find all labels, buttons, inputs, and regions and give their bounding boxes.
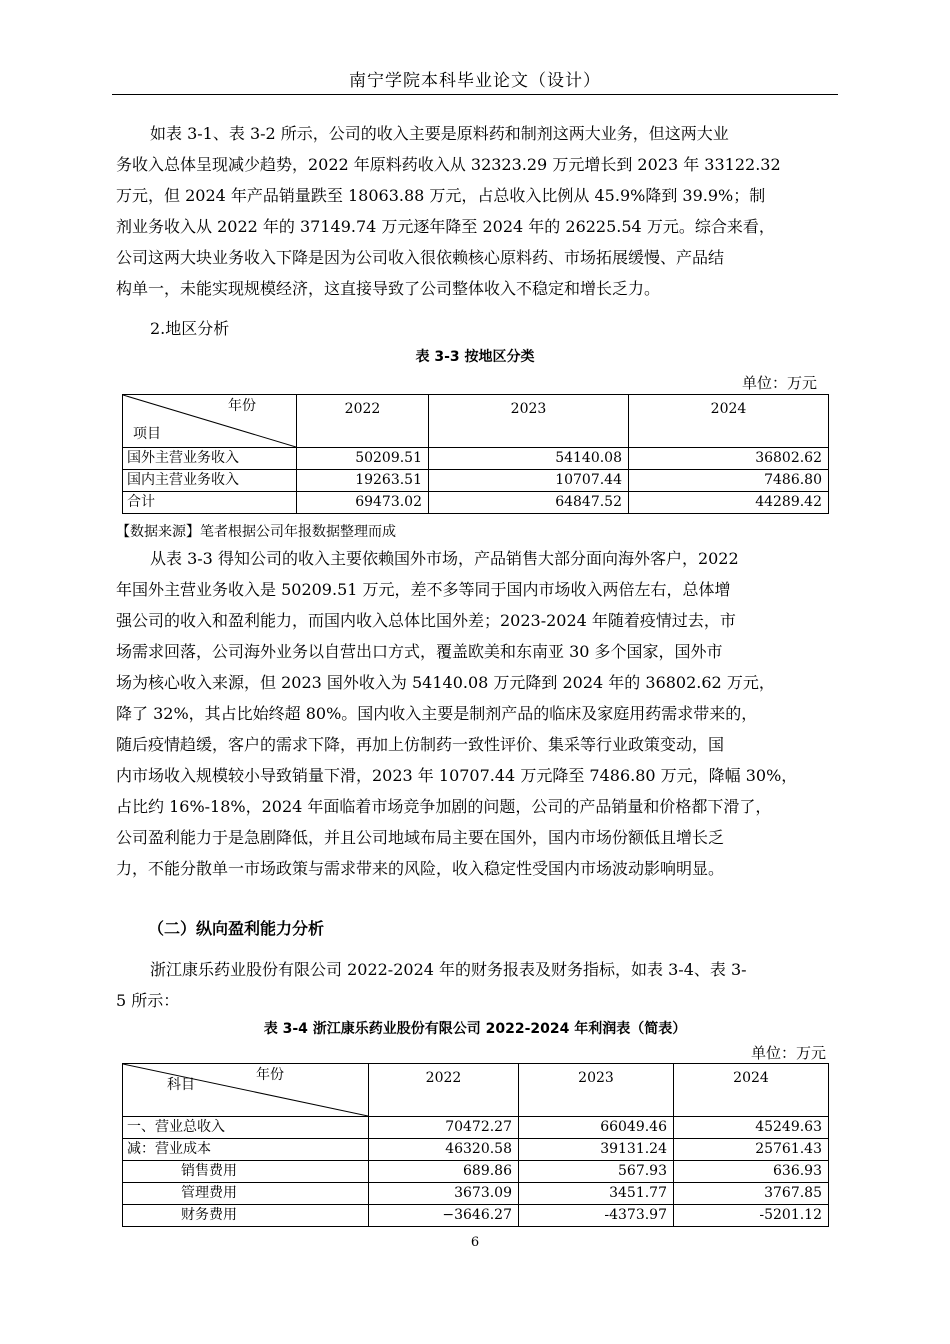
cell-value: 7486.80	[629, 470, 829, 492]
paragraph-line: 从表 3-3 得知公司的收入主要依赖国外市场，产品销售大部分面向海外客户，2022	[150, 549, 739, 568]
cell-value: 36802.62	[629, 448, 829, 470]
subheading-region-analysis: 2.地区分析	[150, 319, 230, 338]
diagonal-header-cell	[123, 1064, 369, 1117]
paragraph-line: 如表 3-1、表 3-2 所示，公司的收入主要是原料药和制剂这两大业务，但这两大业	[150, 124, 729, 143]
cell-value: −3646.27	[369, 1205, 519, 1227]
table-row	[123, 1139, 829, 1161]
table-3-3-caption: 表 3-3 按地区分类	[415, 349, 535, 365]
cell-value: 636.93	[674, 1161, 829, 1183]
year-header: 2023	[519, 1064, 674, 1117]
paragraph-line: 浙江康乐药业股份有限公司 2022-2024 年的财务报表及财务指标，如表 3-4、表 3-	[150, 960, 747, 979]
table-3-3-source: 【数据来源】笔者根据公司年报数据整理而成	[116, 524, 396, 540]
paragraph-line: 万元，但 2024 年产品销量跌至 18063.88 万元，占总收入比例从 45.9%降到 39.9%；制	[116, 186, 766, 205]
cell-value: 46320.58	[369, 1139, 519, 1161]
table-3-4-income-statement	[122, 1063, 829, 1227]
row-label: 减：营业成本	[123, 1139, 369, 1161]
cell-value: -5201.12	[674, 1205, 829, 1227]
paragraph-intro-tables	[116, 954, 838, 1016]
cell-value: 66049.46	[519, 1117, 674, 1139]
paragraph-line: 年国外主营业务收入是 50209.51 万元，差不多等同于国内市场收入两倍左右，总体增	[116, 580, 731, 599]
page-number: 6	[470, 1235, 480, 1250]
paragraph-line: 降了 32%，其占比始终超 80%。国内收入主要是制剂产品的临床及家庭用药需求带来的，	[116, 704, 758, 723]
cell-value: 3451.77	[519, 1183, 674, 1205]
paragraph-line: 场需求回落，公司海外业务以自营出口方式，覆盖欧美和东南亚 30 多个国家，国外市	[116, 642, 723, 661]
paragraph-line: 公司盈利能力于是急剧降低，并且公司地域布局主要在国外，国内市场份额低且增长乏	[116, 828, 725, 847]
paragraph-line: 场为核心收入来源，但 2023 国外收入为 54140.08 万元降到 2024 年的 36802.62 万元，	[116, 673, 775, 692]
section-heading: （二）纵向盈利能力分析	[148, 919, 325, 938]
cell-value: 10707.44	[429, 470, 629, 492]
paragraph-line: 随后疫情趋缓，客户的需求下降，再加上仿制药一致性评价、集采等行业政策变动，国	[116, 735, 725, 754]
year-header: 2022	[297, 395, 429, 448]
cell-value: 567.93	[519, 1161, 674, 1183]
paragraph-revenue-business	[116, 118, 838, 304]
cell-value: 50209.51	[297, 448, 429, 470]
row-label: 管理费用	[123, 1183, 369, 1205]
year-header: 2024	[674, 1064, 829, 1117]
table-header-row	[123, 1064, 829, 1117]
cell-value: -4373.97	[519, 1205, 674, 1227]
paragraph-line: 力，不能分散单一市场政策与需求带来的风险，收入稳定性受国内市场波动影响明显。	[116, 859, 725, 878]
cell-value: 69473.02	[297, 492, 429, 514]
cell-value: 25761.43	[674, 1139, 829, 1161]
cell-value: 64847.52	[429, 492, 629, 514]
cell-value: 39131.24	[519, 1139, 674, 1161]
row-label: 销售费用	[123, 1161, 369, 1183]
paragraph-line: 内市场收入规模较小导致销量下滑，2023 年 10707.44 万元降至 7486.80 万元，降幅 30%，	[116, 766, 798, 785]
table-row	[123, 1117, 829, 1139]
table-row	[123, 1205, 829, 1227]
cell-value: 689.86	[369, 1161, 519, 1183]
year-header: 2023	[429, 395, 629, 448]
table-row	[123, 492, 829, 514]
table-header-row	[123, 395, 829, 448]
table-row	[123, 448, 829, 470]
year-header: 2024	[629, 395, 829, 448]
row-label: 一、营业总收入	[123, 1117, 369, 1139]
cell-value: 19263.51	[297, 470, 429, 492]
table-3-4-unit: 单位：万元	[750, 1044, 826, 1062]
header-subject-label: 科目	[167, 1077, 195, 1093]
cell-value: 70472.27	[369, 1117, 519, 1139]
header-item-label: 项目	[133, 426, 161, 442]
paragraph-region-analysis	[116, 543, 838, 884]
paragraph-line: 占比约 16%-18%，2024 年面临着市场竞争加剧的问题，公司的产品销量和价格都下滑了，	[116, 797, 772, 816]
row-label: 合计	[123, 492, 297, 514]
paragraph-line: 构单一，未能实现规模经济，这直接导致了公司整体收入不稳定和增长乏力。	[116, 279, 661, 298]
paragraph-line: 公司这两大块业务收入下降是因为公司收入很依赖核心原料药、市场拓展缓慢、产品结	[116, 248, 725, 267]
cell-value: 54140.08	[429, 448, 629, 470]
header-rule	[112, 94, 838, 95]
cell-value: 45249.63	[674, 1117, 829, 1139]
table-row	[123, 1183, 829, 1205]
row-label: 国内主营业务收入	[123, 470, 297, 492]
row-label: 财务费用	[123, 1205, 369, 1227]
cell-value: 3767.85	[674, 1183, 829, 1205]
paragraph-line: 强公司的收入和盈利能力，而国内收入总体比国外差；2023-2024 年随着疫情过去，市	[116, 611, 736, 630]
diagonal-header-cell	[123, 395, 297, 448]
year-header: 2022	[369, 1064, 519, 1117]
page-header-title: 南宁学院本科毕业论文（设计）	[349, 71, 601, 91]
paragraph-line: 剂业务收入从 2022 年的 37149.74 万元逐年降至 2024 年的 26225.54 万元。综合来看，	[116, 217, 775, 236]
table-row	[123, 1161, 829, 1183]
table-3-3-unit: 单位：万元	[741, 374, 817, 392]
table-row	[123, 470, 829, 492]
header-year-label: 年份	[228, 398, 256, 414]
cell-value: 44289.42	[629, 492, 829, 514]
table-3-3-by-region	[122, 394, 829, 514]
row-label: 国外主营业务收入	[123, 448, 297, 470]
table-3-4-caption: 表 3-4 浙江康乐药业股份有限公司 2022-2024 年利润表（简表）	[263, 1021, 687, 1037]
header-year-label: 年份	[256, 1067, 284, 1083]
paragraph-line: 5 所示：	[116, 991, 180, 1010]
paragraph-line: 务收入总体呈现减少趋势，2022 年原料药收入从 32323.29 万元增长到 2023 年 33122.32	[116, 155, 781, 174]
cell-value: 3673.09	[369, 1183, 519, 1205]
